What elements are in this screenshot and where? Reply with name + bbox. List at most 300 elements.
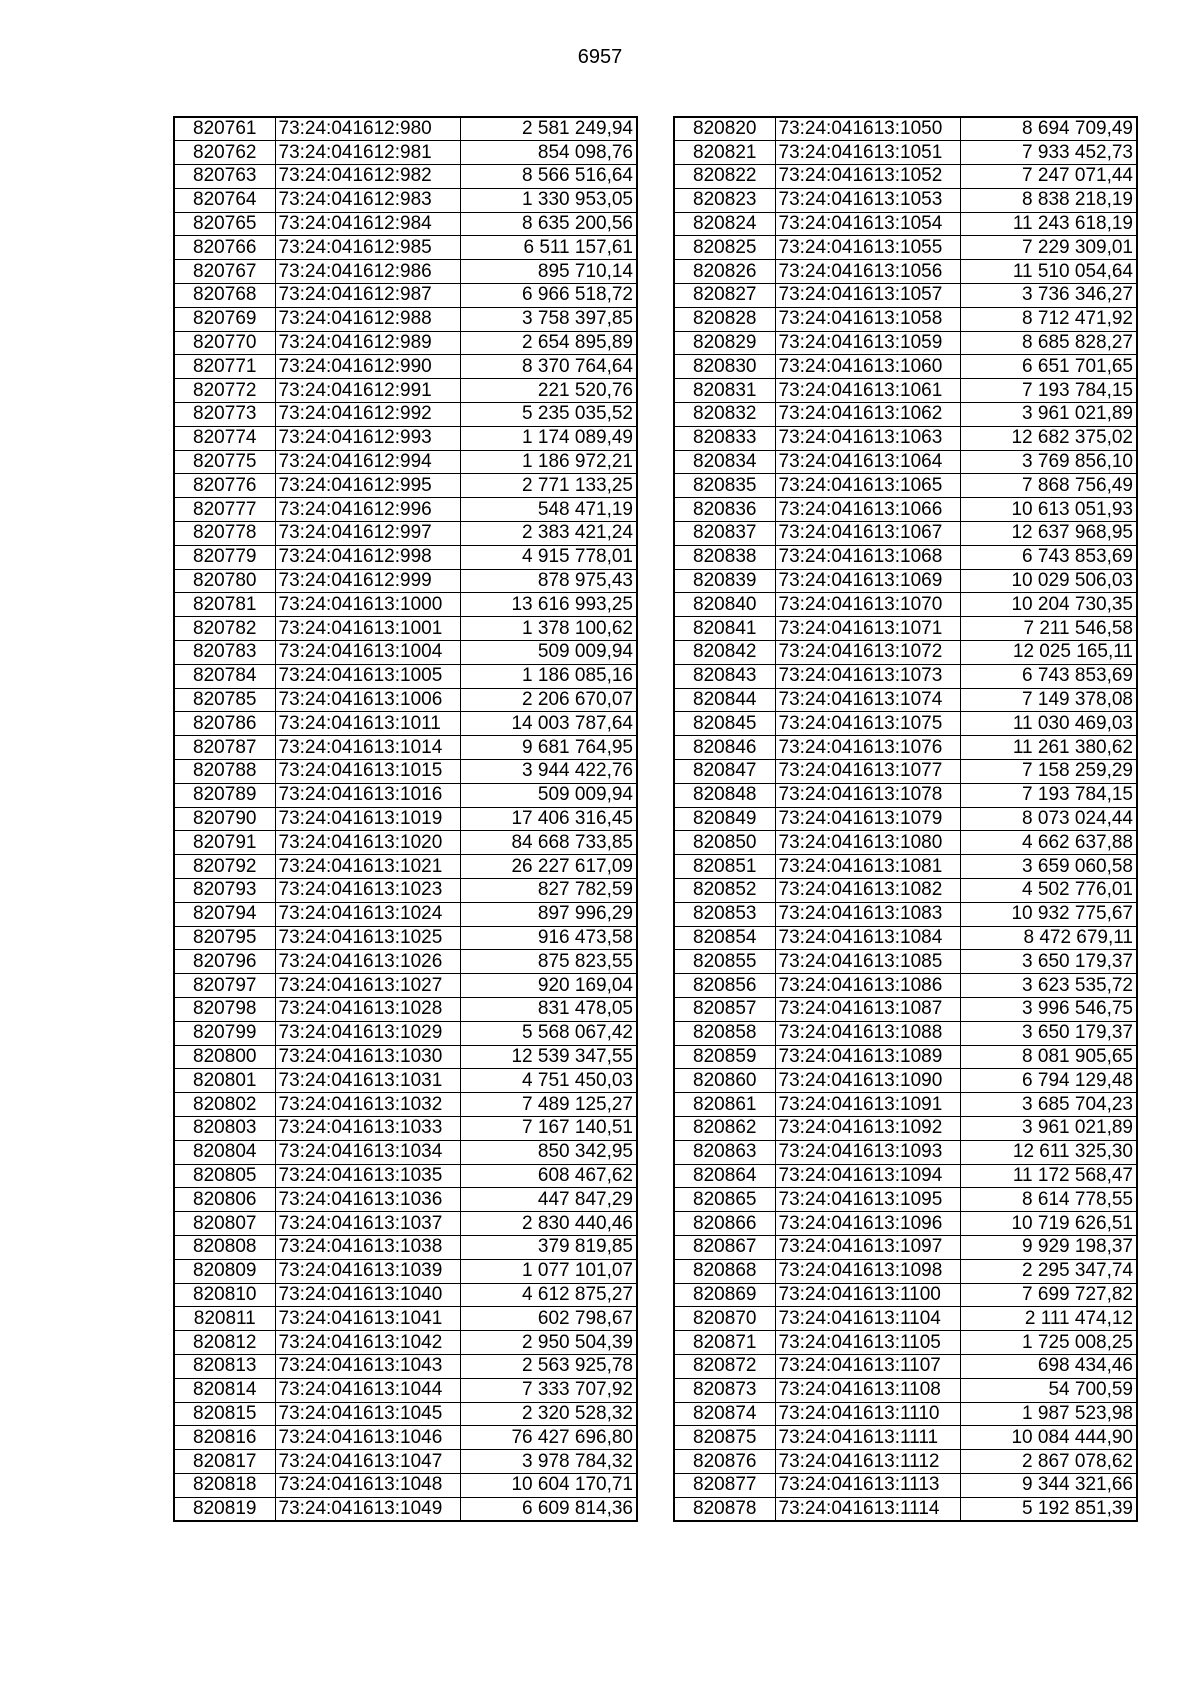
table-row	[674, 1212, 1137, 1236]
table-row	[174, 165, 637, 189]
row-number: 820829	[674, 331, 775, 355]
page-number: 6957	[577, 46, 623, 68]
table-row	[174, 688, 637, 712]
row-number: 820876	[674, 1450, 775, 1474]
table-row	[174, 950, 637, 974]
table-row	[674, 522, 1137, 546]
cadastral-number: 73:24:041613:1021	[275, 855, 460, 879]
value-amount: 3 650 179,37	[960, 1021, 1137, 1045]
cadastral-number: 73:24:041613:1036	[275, 1188, 460, 1212]
row-number: 820860	[674, 1069, 775, 1093]
table-row	[174, 1045, 637, 1069]
cadastral-number: 73:24:041613:1087	[775, 997, 960, 1021]
table-row	[674, 1188, 1137, 1212]
cadastral-number: 73:24:041613:1059	[775, 331, 960, 355]
value-amount: 7 868 756,49	[960, 474, 1137, 498]
cadastral-number: 73:24:041613:1080	[775, 831, 960, 855]
row-number: 820811	[174, 1307, 275, 1331]
value-amount: 10 604 170,71	[460, 1473, 637, 1497]
value-amount: 7 699 727,82	[960, 1283, 1137, 1307]
cadastral-number: 73:24:041613:1000	[275, 593, 460, 617]
value-amount: 5 568 067,42	[460, 1021, 637, 1045]
row-number: 820877	[674, 1473, 775, 1497]
table-row	[674, 1093, 1137, 1117]
value-amount: 7 167 140,51	[460, 1116, 637, 1140]
cadastral-number: 73:24:041613:1108	[775, 1378, 960, 1402]
value-amount: 6 609 814,36	[460, 1497, 637, 1521]
table-row	[174, 617, 637, 641]
row-number: 820875	[674, 1426, 775, 1450]
cadastral-number: 73:24:041613:1094	[775, 1164, 960, 1188]
row-number: 820825	[674, 236, 775, 260]
table-row	[174, 974, 637, 998]
table-row	[674, 1402, 1137, 1426]
value-amount: 8 694 709,49	[960, 117, 1137, 141]
row-number: 820818	[174, 1473, 275, 1497]
row-number: 820807	[174, 1212, 275, 1236]
table-row	[174, 355, 637, 379]
table-row	[174, 1116, 637, 1140]
table-row	[174, 474, 637, 498]
table-row	[174, 1259, 637, 1283]
table-row	[674, 545, 1137, 569]
cadastral-number: 73:24:041613:1098	[775, 1259, 960, 1283]
cadastral-number: 73:24:041613:1081	[775, 855, 960, 879]
row-number: 820780	[174, 569, 275, 593]
table-row	[674, 1283, 1137, 1307]
table-row	[174, 1331, 637, 1355]
value-amount: 10 932 775,67	[960, 902, 1137, 926]
cadastral-number: 73:24:041612:981	[275, 141, 460, 165]
row-number: 820775	[174, 450, 275, 474]
table-row	[674, 307, 1137, 331]
row-number: 820833	[674, 426, 775, 450]
cadastral-number: 73:24:041613:1105	[775, 1331, 960, 1355]
row-number: 820841	[674, 617, 775, 641]
row-number: 820878	[674, 1497, 775, 1521]
row-number: 820776	[174, 474, 275, 498]
table-row	[174, 831, 637, 855]
row-number: 820772	[174, 379, 275, 403]
row-number: 820803	[174, 1116, 275, 1140]
table-row	[674, 1473, 1137, 1497]
table-row	[674, 641, 1137, 665]
table-row	[174, 331, 637, 355]
value-amount: 10 613 051,93	[960, 498, 1137, 522]
row-number: 820784	[174, 664, 275, 688]
cadastral-number: 73:24:041612:989	[275, 331, 460, 355]
row-number: 820805	[174, 1164, 275, 1188]
value-amount: 1 077 101,07	[460, 1259, 637, 1283]
value-amount: 2 320 528,32	[460, 1402, 637, 1426]
cadastral-number: 73:24:041613:1104	[775, 1307, 960, 1331]
row-number: 820789	[174, 783, 275, 807]
cadastral-number: 73:24:041613:1112	[775, 1450, 960, 1474]
table-row	[674, 260, 1137, 284]
row-number: 820868	[674, 1259, 775, 1283]
row-number: 820830	[674, 355, 775, 379]
value-amount: 6 511 157,61	[460, 236, 637, 260]
value-amount: 2 111 474,12	[960, 1307, 1137, 1331]
row-number: 820806	[174, 1188, 275, 1212]
table-row	[674, 1021, 1137, 1045]
row-number: 820850	[674, 831, 775, 855]
value-amount: 221 520,76	[460, 379, 637, 403]
table-row	[674, 117, 1137, 141]
row-number: 820799	[174, 1021, 275, 1045]
row-number: 820791	[174, 831, 275, 855]
cadastral-number: 73:24:041613:1097	[775, 1235, 960, 1259]
row-number: 820786	[174, 712, 275, 736]
row-number: 820861	[674, 1093, 775, 1117]
value-amount: 12 539 347,55	[460, 1045, 637, 1069]
cadastral-number: 73:24:041613:1064	[775, 450, 960, 474]
table-row	[674, 403, 1137, 427]
cadastral-number: 73:24:041613:1025	[275, 926, 460, 950]
row-number: 820816	[174, 1426, 275, 1450]
value-amount: 3 961 021,89	[960, 403, 1137, 427]
value-amount: 8 712 471,92	[960, 307, 1137, 331]
value-amount: 3 659 060,58	[960, 855, 1137, 879]
row-number: 820832	[674, 403, 775, 427]
cadastral-number: 73:24:041613:1091	[775, 1093, 960, 1117]
value-amount: 13 616 993,25	[460, 593, 637, 617]
value-amount: 5 192 851,39	[960, 1497, 1137, 1521]
row-number: 820793	[174, 879, 275, 903]
row-number: 820870	[674, 1307, 775, 1331]
value-amount: 2 950 504,39	[460, 1331, 637, 1355]
value-amount: 3 758 397,85	[460, 307, 637, 331]
row-number: 820809	[174, 1259, 275, 1283]
table-row	[174, 236, 637, 260]
cadastral-number: 73:24:041613:1077	[775, 760, 960, 784]
row-number: 820855	[674, 950, 775, 974]
table-row	[174, 426, 637, 450]
table-row	[674, 831, 1137, 855]
table-row	[674, 664, 1137, 688]
row-number: 820849	[674, 807, 775, 831]
value-amount: 1 186 085,16	[460, 664, 637, 688]
cadastral-number: 73:24:041613:1065	[775, 474, 960, 498]
cadastral-number: 73:24:041613:1067	[775, 522, 960, 546]
cadastral-number: 73:24:041612:984	[275, 212, 460, 236]
value-amount: 6 966 518,72	[460, 284, 637, 308]
row-number: 820869	[674, 1283, 775, 1307]
table-row	[174, 997, 637, 1021]
table-row	[174, 522, 637, 546]
row-number: 820802	[174, 1093, 275, 1117]
value-amount: 8 566 516,64	[460, 165, 637, 189]
cadastral-number: 73:24:041612:987	[275, 284, 460, 308]
cadastral-number: 73:24:041613:1042	[275, 1331, 460, 1355]
table-row	[674, 188, 1137, 212]
table-row	[674, 1164, 1137, 1188]
cadastral-number: 73:24:041613:1072	[775, 641, 960, 665]
table-row	[674, 1140, 1137, 1164]
row-number: 820797	[174, 974, 275, 998]
cadastral-number: 73:24:041613:1032	[275, 1093, 460, 1117]
cadastral-number: 73:24:041613:1045	[275, 1402, 460, 1426]
row-number: 820767	[174, 260, 275, 284]
table-row	[174, 498, 637, 522]
table-row	[674, 379, 1137, 403]
row-number: 820762	[174, 141, 275, 165]
table-row	[674, 569, 1137, 593]
cadastral-number: 73:24:041613:1062	[775, 403, 960, 427]
table-row	[174, 117, 637, 141]
table-row	[174, 450, 637, 474]
cadastral-number: 73:24:041613:1027	[275, 974, 460, 998]
table-row	[174, 664, 637, 688]
row-number: 820862	[674, 1116, 775, 1140]
row-number: 820835	[674, 474, 775, 498]
cadastral-number: 73:24:041613:1026	[275, 950, 460, 974]
value-amount: 509 009,94	[460, 641, 637, 665]
cadastral-number: 73:24:041612:996	[275, 498, 460, 522]
value-amount: 1 186 972,21	[460, 450, 637, 474]
row-number: 820814	[174, 1378, 275, 1402]
value-amount: 14 003 787,64	[460, 712, 637, 736]
value-amount: 4 751 450,03	[460, 1069, 637, 1093]
row-number: 820840	[674, 593, 775, 617]
row-number: 820834	[674, 450, 775, 474]
row-number: 820822	[674, 165, 775, 189]
table-row	[674, 1045, 1137, 1069]
value-amount: 7 247 071,44	[960, 165, 1137, 189]
row-number: 820854	[674, 926, 775, 950]
row-number: 820838	[674, 545, 775, 569]
cadastral-number: 73:24:041613:1004	[275, 641, 460, 665]
value-amount: 8 370 764,64	[460, 355, 637, 379]
table-row	[674, 1235, 1137, 1259]
cadastral-number: 73:24:041613:1050	[775, 117, 960, 141]
cadastral-number: 73:24:041613:1041	[275, 1307, 460, 1331]
table-row	[674, 141, 1137, 165]
table-row	[674, 1497, 1137, 1521]
cadastral-number: 73:24:041613:1078	[775, 783, 960, 807]
cadastral-number: 73:24:041613:1090	[775, 1069, 960, 1093]
value-amount: 1 330 953,05	[460, 188, 637, 212]
value-amount: 7 193 784,15	[960, 783, 1137, 807]
table-row	[674, 760, 1137, 784]
table-row	[174, 1140, 637, 1164]
value-amount: 4 502 776,01	[960, 879, 1137, 903]
row-number: 820846	[674, 736, 775, 760]
cadastral-number: 73:24:041613:1063	[775, 426, 960, 450]
value-amount: 12 025 165,11	[960, 641, 1137, 665]
table-row	[674, 1426, 1137, 1450]
table-row	[174, 1093, 637, 1117]
value-amount: 7 489 125,27	[460, 1093, 637, 1117]
table-row	[674, 1450, 1137, 1474]
table-row	[674, 1354, 1137, 1378]
value-amount: 6 794 129,48	[960, 1069, 1137, 1093]
value-amount: 7 158 259,29	[960, 760, 1137, 784]
row-number: 820851	[674, 855, 775, 879]
table-row	[174, 1188, 637, 1212]
row-number: 820765	[174, 212, 275, 236]
cadastral-number: 73:24:041612:995	[275, 474, 460, 498]
value-amount: 8 472 679,11	[960, 926, 1137, 950]
cadastral-number: 73:24:041613:1058	[775, 307, 960, 331]
row-number: 820764	[174, 188, 275, 212]
value-amount: 3 685 704,23	[960, 1093, 1137, 1117]
value-amount: 6 743 853,69	[960, 664, 1137, 688]
row-number: 820788	[174, 760, 275, 784]
cadastral-number: 73:24:041613:1015	[275, 760, 460, 784]
table-row	[674, 331, 1137, 355]
cadastral-number: 73:24:041613:1066	[775, 498, 960, 522]
cadastral-number: 73:24:041613:1035	[275, 1164, 460, 1188]
value-amount: 831 478,05	[460, 997, 637, 1021]
value-amount: 54 700,59	[960, 1378, 1137, 1402]
value-amount: 5 235 035,52	[460, 403, 637, 427]
cadastral-number: 73:24:041613:1089	[775, 1045, 960, 1069]
value-amount: 3 978 784,32	[460, 1450, 637, 1474]
table-row	[674, 284, 1137, 308]
cadastral-number: 73:24:041613:1092	[775, 1116, 960, 1140]
value-amount: 10 719 626,51	[960, 1212, 1137, 1236]
value-amount: 11 510 054,64	[960, 260, 1137, 284]
cadastral-number: 73:24:041613:1085	[775, 950, 960, 974]
table-row	[674, 997, 1137, 1021]
cadastral-number: 73:24:041613:1079	[775, 807, 960, 831]
cadastral-number: 73:24:041613:1061	[775, 379, 960, 403]
cadastral-number: 73:24:041613:1051	[775, 141, 960, 165]
cadastral-number: 73:24:041613:1011	[275, 712, 460, 736]
table-row	[674, 974, 1137, 998]
row-number: 820804	[174, 1140, 275, 1164]
value-amount: 2 654 895,89	[460, 331, 637, 355]
cadastral-number: 73:24:041613:1055	[775, 236, 960, 260]
cadastral-number: 73:24:041613:1073	[775, 664, 960, 688]
row-number: 820847	[674, 760, 775, 784]
cadastral-number: 73:24:041613:1084	[775, 926, 960, 950]
table-row	[174, 141, 637, 165]
table-row	[174, 641, 637, 665]
row-number: 820828	[674, 307, 775, 331]
value-amount: 2 383 421,24	[460, 522, 637, 546]
table-row	[174, 569, 637, 593]
row-number: 820858	[674, 1021, 775, 1045]
value-amount: 850 342,95	[460, 1140, 637, 1164]
cadastral-number: 73:24:041613:1096	[775, 1212, 960, 1236]
cadastral-number: 73:24:041613:1016	[275, 783, 460, 807]
cadastral-number: 73:24:041613:1020	[275, 831, 460, 855]
row-number: 820848	[674, 783, 775, 807]
row-number: 820824	[674, 212, 775, 236]
table-row	[174, 1307, 637, 1331]
value-amount: 379 819,85	[460, 1235, 637, 1259]
table-row	[674, 855, 1137, 879]
table-row	[174, 545, 637, 569]
value-amount: 3 736 346,27	[960, 284, 1137, 308]
cadastral-number: 73:24:041613:1005	[275, 664, 460, 688]
row-number: 820770	[174, 331, 275, 355]
row-number: 820795	[174, 926, 275, 950]
cadastral-number: 73:24:041613:1049	[275, 1497, 460, 1521]
value-amount: 3 769 856,10	[960, 450, 1137, 474]
value-amount: 10 084 444,90	[960, 1426, 1137, 1450]
cadastral-number: 73:24:041613:1001	[275, 617, 460, 641]
table-row	[674, 950, 1137, 974]
table-row	[174, 593, 637, 617]
table-row	[674, 902, 1137, 926]
table-row	[174, 855, 637, 879]
row-number: 820812	[174, 1331, 275, 1355]
table-row	[174, 307, 637, 331]
row-number: 820836	[674, 498, 775, 522]
table-row	[174, 1235, 637, 1259]
table-row	[174, 879, 637, 903]
row-number: 820787	[174, 736, 275, 760]
cadastral-number: 73:24:041613:1095	[775, 1188, 960, 1212]
value-amount: 76 427 696,80	[460, 1426, 637, 1450]
row-number: 820808	[174, 1235, 275, 1259]
value-amount: 10 204 730,35	[960, 593, 1137, 617]
table-row	[674, 1069, 1137, 1093]
table-row	[174, 760, 637, 784]
cadastral-number: 73:24:041613:1029	[275, 1021, 460, 1045]
cadastral-number: 73:24:041613:1034	[275, 1140, 460, 1164]
table-row	[674, 807, 1137, 831]
value-amount: 12 611 325,30	[960, 1140, 1137, 1164]
table-row	[674, 474, 1137, 498]
value-amount: 7 333 707,92	[460, 1378, 637, 1402]
value-amount: 1 174 089,49	[460, 426, 637, 450]
table-row	[674, 1378, 1137, 1402]
table-row	[674, 1116, 1137, 1140]
row-number: 820778	[174, 522, 275, 546]
row-number: 820796	[174, 950, 275, 974]
value-amount: 7 211 546,58	[960, 617, 1137, 641]
value-amount: 9 929 198,37	[960, 1235, 1137, 1259]
cadastral-number: 73:24:041613:1111	[775, 1426, 960, 1450]
value-amount: 12 637 968,95	[960, 522, 1137, 546]
row-number: 820873	[674, 1378, 775, 1402]
row-number: 820810	[174, 1283, 275, 1307]
cadastral-number: 73:24:041613:1030	[275, 1045, 460, 1069]
cadastral-number: 73:24:041612:983	[275, 188, 460, 212]
row-number: 820794	[174, 902, 275, 926]
table-row	[674, 236, 1137, 260]
cadastral-number: 73:24:041613:1044	[275, 1378, 460, 1402]
row-number: 820852	[674, 879, 775, 903]
table-row	[174, 1021, 637, 1045]
cadastral-number: 73:24:041613:1052	[775, 165, 960, 189]
table-row	[174, 379, 637, 403]
row-number: 820777	[174, 498, 275, 522]
cadastral-number: 73:24:041612:990	[275, 355, 460, 379]
value-amount: 698 434,46	[960, 1354, 1137, 1378]
cadastral-number: 73:24:041613:1043	[275, 1354, 460, 1378]
cadastral-number: 73:24:041613:1028	[275, 997, 460, 1021]
cadastral-number: 73:24:041613:1086	[775, 974, 960, 998]
row-number: 820774	[174, 426, 275, 450]
cadastral-number: 73:24:041613:1083	[775, 902, 960, 926]
table-row	[174, 1497, 637, 1521]
value-amount: 3 650 179,37	[960, 950, 1137, 974]
row-number: 820843	[674, 664, 775, 688]
value-amount: 916 473,58	[460, 926, 637, 950]
table-row	[174, 1283, 637, 1307]
value-amount: 7 229 309,01	[960, 236, 1137, 260]
value-amount: 2 771 133,25	[460, 474, 637, 498]
value-amount: 1 378 100,62	[460, 617, 637, 641]
cadastral-number: 73:24:041613:1040	[275, 1283, 460, 1307]
value-amount: 9 344 321,66	[960, 1473, 1137, 1497]
table-row	[174, 807, 637, 831]
